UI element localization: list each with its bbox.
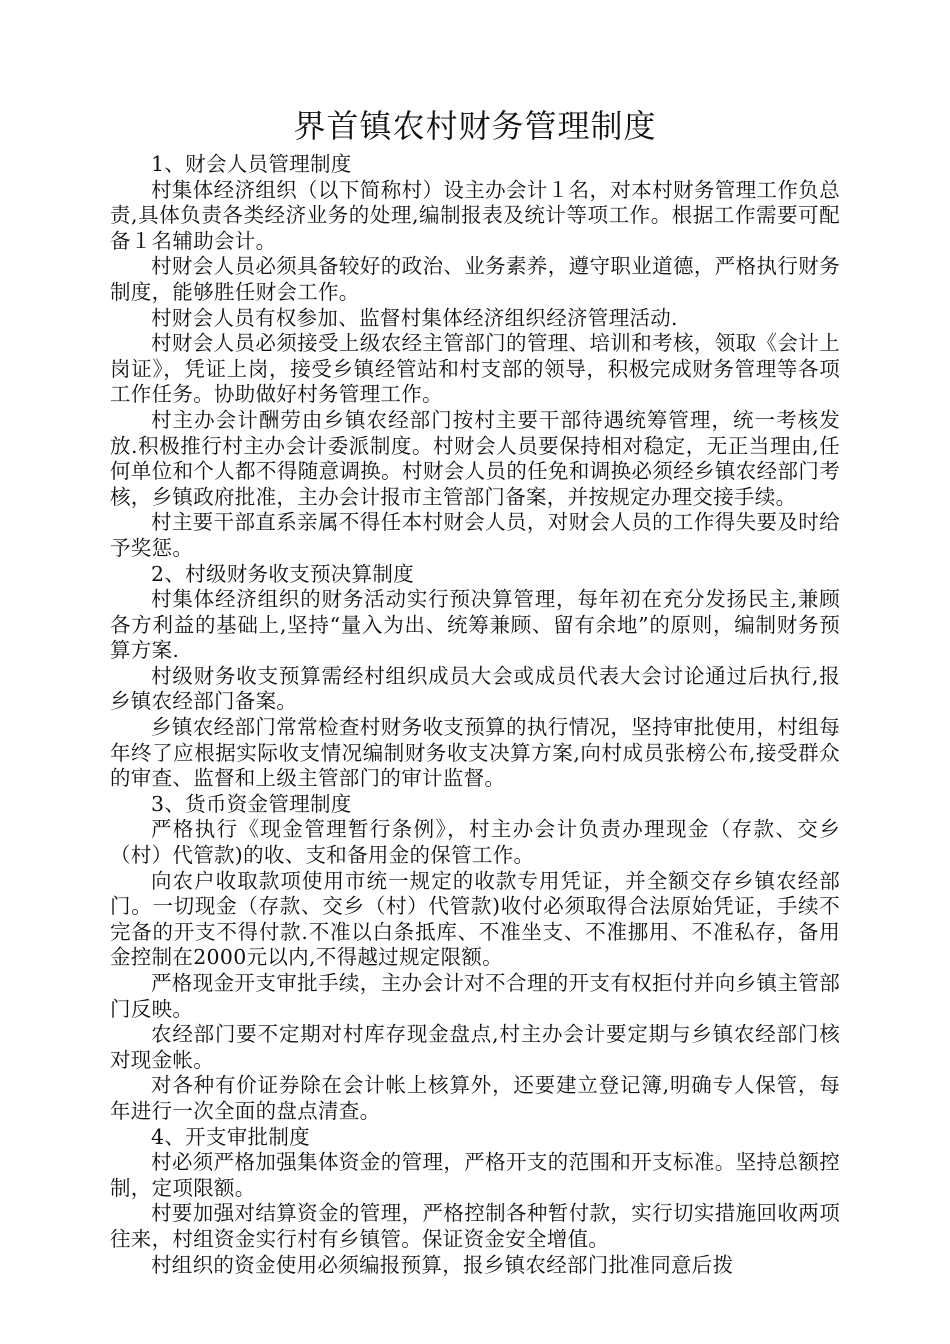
- paragraph: 村必须严格加强集体资金的管理，严格开支的范围和开支标准。坚持总额控制，定项限额。: [110, 1150, 840, 1200]
- paragraph: 村要加强对结算资金的管理，严格控制各种暂付款，实行切实措施回收两项往来，村组资金实行村有乡镇管。保证资金安全增值。: [110, 1201, 840, 1251]
- paragraph: 村主办会计酬劳由乡镇农经部门按村主要干部待遇统筹管理，统一考核发放.积极推行村主办会计委派制度。村财会人员要保持相对稳定，无正当理由,任何单位和个人都不得随意调换。村财会人员的任免和调换必须经乡镇农经部门考核，乡镇政府批准，主办会计报市主管部门备案，并按规定办理交接手续。: [110, 407, 840, 509]
- paragraph: 村财会人员有权参加、监督村集体经济组织经济管理活动.: [151, 305, 678, 330]
- document-body: [110, 152, 840, 1278]
- paragraph: 村级财务收支预算需经村组织成员大会或成员代表大会讨论通过后执行,报乡镇农经部门备案。: [110, 663, 840, 714]
- paragraph: 村主要干部直系亲属不得任本村财会人员，对财会人员的工作得失要及时给予奖惩。: [110, 510, 840, 560]
- section-heading: 3、货币资金管理制度: [151, 791, 352, 816]
- section-heading: 2、村级财务收支预决算制度: [151, 561, 414, 586]
- document-page: [110, 104, 840, 1278]
- paragraph: 严格现金开支审批手续，主办会计对不合理的开支有权拒付并向乡镇主管部门反映。: [110, 971, 840, 1021]
- section-finance-staff: [110, 152, 840, 562]
- paragraph: 乡镇农经部门常常检查村财务收支预算的执行情况，坚持审批使用，村组每年终了应根据实际收支情况编制财务收支决算方案,向村成员张榜公布,接受群众的审查、监督和上级主管部门的审计监督。: [110, 715, 840, 791]
- paragraph: 村财会人员必须接受上级农经主管部门的管理、培训和考核，领取《会计上岗证》，凭证上岗，接受乡镇经管站和村支部的领导，积极完成财务管理等各项工作任务。协助做好村务管理工作。: [110, 331, 840, 407]
- paragraph: 村集体经济组织的财务活动实行预决算管理，每年初在充分发扬民主,兼顾各方利益的基础上,坚持“量入为出、统筹兼顾、留有余地”的原则，编制财务预算方案.: [110, 587, 840, 663]
- paragraph: 村组织的资金使用必须编报预算，报乡镇农经部门批准同意后拨: [151, 1252, 734, 1277]
- paragraph: 农经部门要不定期对村库存现金盘点,村主办会计要定期与乡镇农经部门核对现金帐。: [110, 1022, 840, 1072]
- section-expense-approval: [110, 1125, 840, 1279]
- section-heading: 1、财会人员管理制度: [151, 152, 352, 176]
- section-currency-funds: [110, 792, 840, 1125]
- section-budget: [110, 562, 840, 792]
- paragraph: 向农户收取款项使用市统一规定的收款专用凭证，并全额交存乡镇农经部门。一切现金（存款、交乡（村）代管款)收付必须取得合法原始凭证，手续不完备的开支不得付款.不准以白条抵库、不准坐支、不准挪用、不准私存，备用金控制在2000元以内,不得越过规定限额。: [110, 868, 840, 970]
- paragraph: 严格执行《现金管理暂行条例》，村主办会计负责办理现金（存款、交乡（村）代管款)的收、支和备用金的保管工作。: [110, 817, 840, 868]
- paragraph: 对各种有价证券除在会计帐上核算外，还要建立登记簿,明确专人保管，每年进行一次全面的盘点清查。: [110, 1073, 840, 1123]
- document-title: 界首镇农村财务管理制度: [293, 107, 657, 145]
- paragraph: 村集体经济组织（以下简称村）设主办会计１名，对本村财务管理工作负总责,具体负责各类经济业务的处理,编制报表及统计等项工作。根据工作需要可配备１名辅助会计。: [110, 177, 840, 253]
- section-heading: 4、开支审批制度: [151, 1124, 310, 1149]
- paragraph: 村财会人员必须具备较好的政治、业务素养，遵守职业道德，严格执行财务制度，能够胜任财会工作。: [110, 254, 840, 304]
